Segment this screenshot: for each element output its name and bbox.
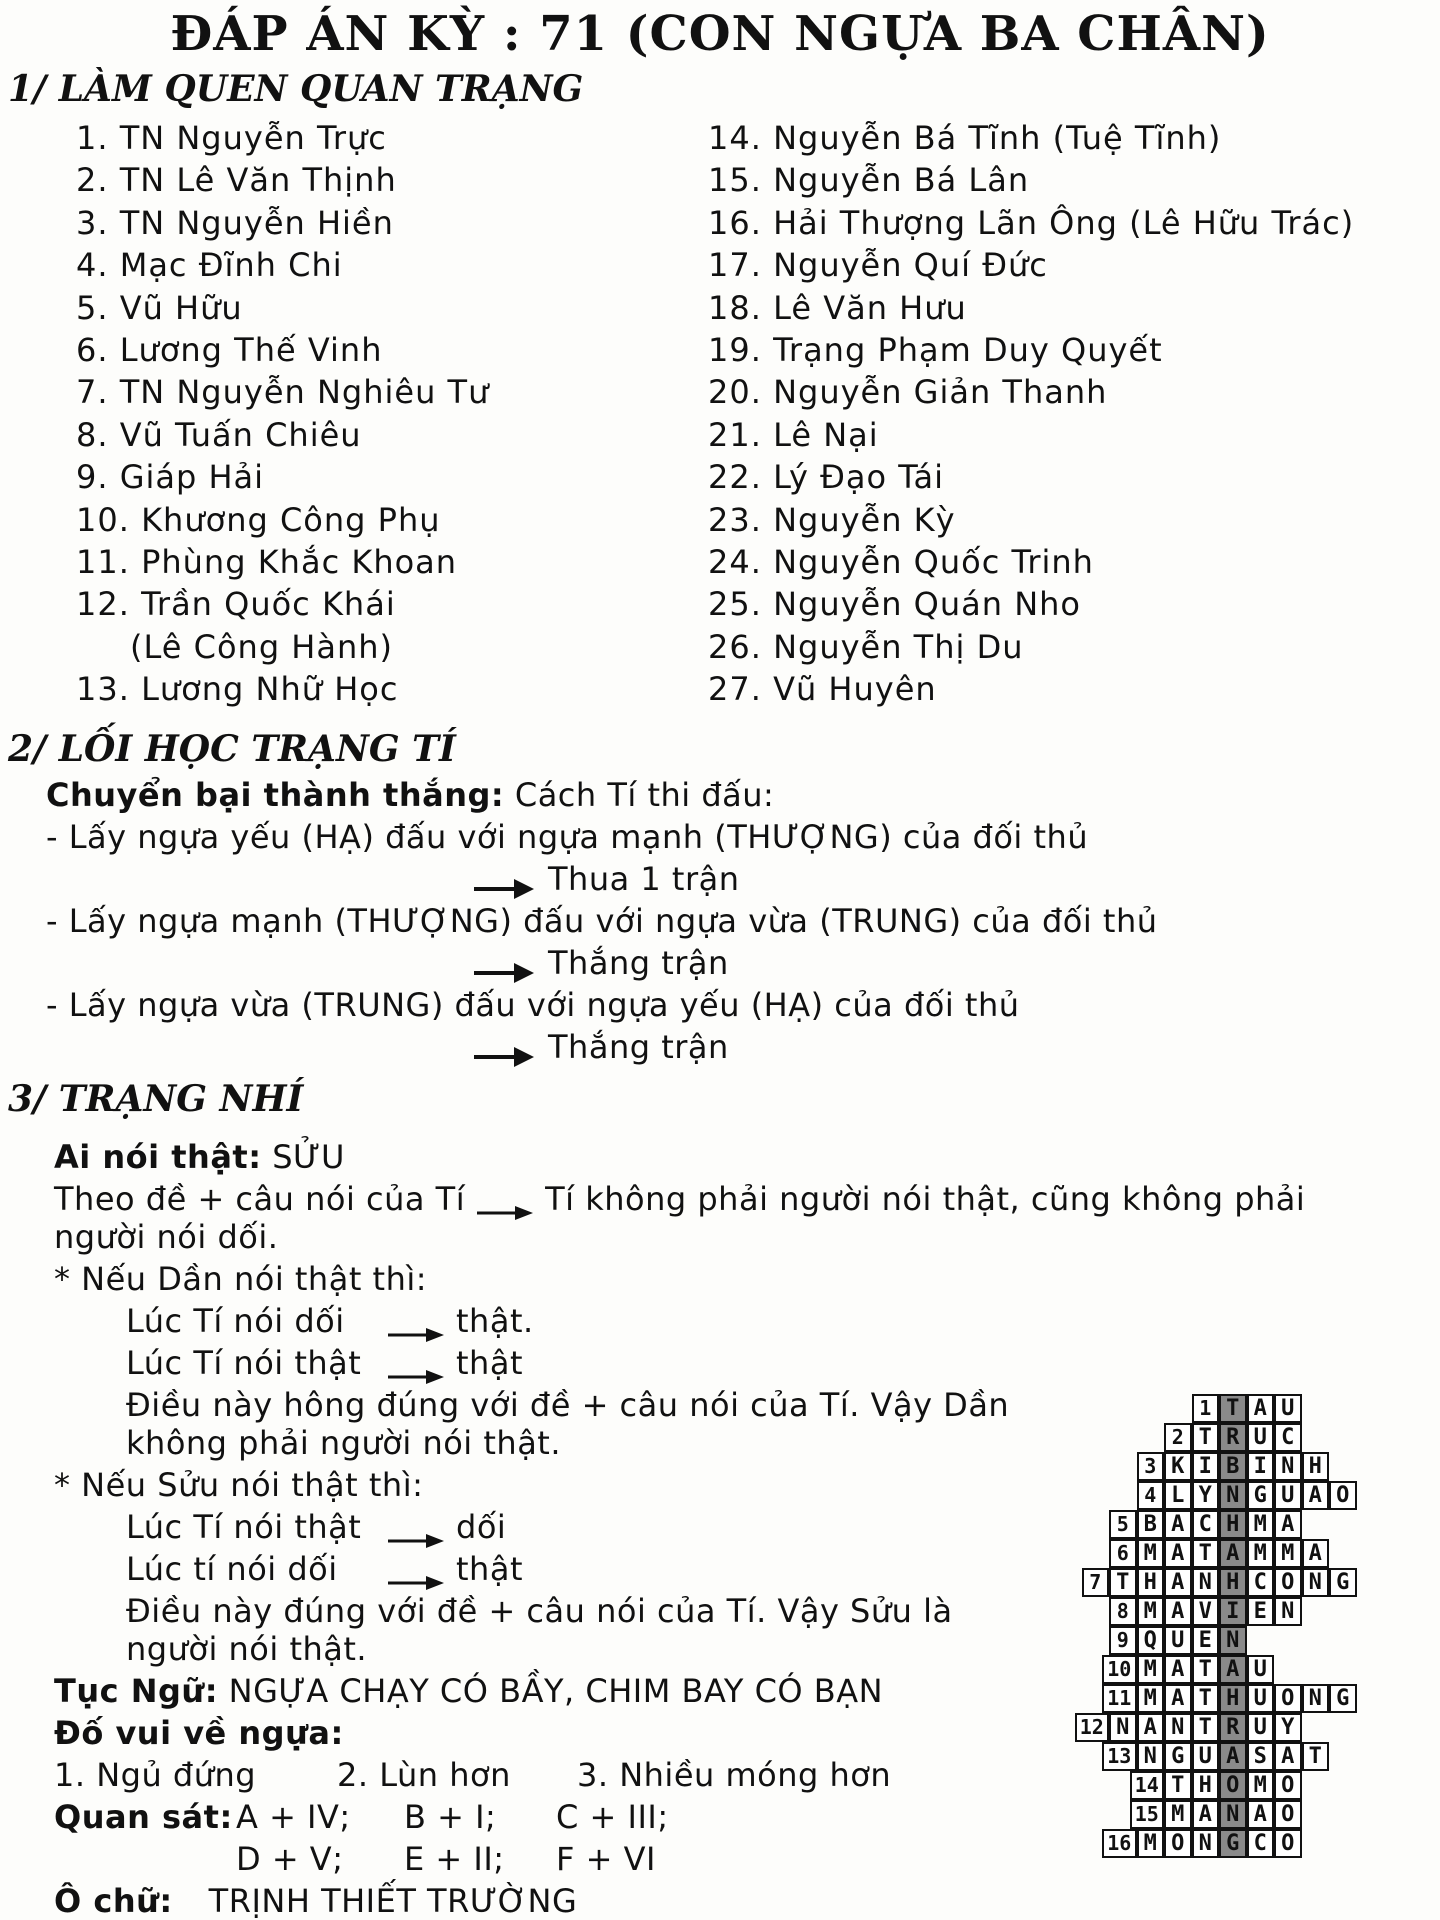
- crossword-key-cell: A: [1219, 1742, 1247, 1771]
- crossword-cell: M: [1137, 1597, 1165, 1626]
- crossword-cell: T: [1192, 1423, 1220, 1452]
- crossword-cell: M: [1137, 1655, 1165, 1684]
- crossword-clue-number: 6: [1109, 1539, 1137, 1568]
- crossword-clue-number: 15: [1130, 1800, 1164, 1829]
- crossword-key-cell: N: [1219, 1481, 1247, 1510]
- crossword-key-cell: A: [1219, 1655, 1247, 1684]
- crossword-cell: N: [1274, 1597, 1302, 1626]
- crossword-key-cell: H: [1219, 1568, 1247, 1597]
- section-2-heading: 2/ LỐI HỌC TRẠNG TÍ: [8, 728, 456, 770]
- crossword-cell: G: [1164, 1742, 1192, 1771]
- crossword-cell: O: [1274, 1800, 1302, 1829]
- crossword-cell: N: [1274, 1452, 1302, 1481]
- section-1-heading: 1/ LÀM QUEN QUAN TRẠNG: [8, 68, 584, 110]
- crossword-cell: H: [1192, 1771, 1220, 1800]
- crossword-cell: O: [1164, 1829, 1192, 1858]
- crossword-cell: N: [1192, 1568, 1220, 1597]
- crossword-key-cell: O: [1219, 1771, 1247, 1800]
- list-item: 20. Nguyễn Giản Thanh: [708, 373, 1108, 412]
- crossword-cell: A: [1192, 1800, 1220, 1829]
- crossword-cell: M: [1137, 1684, 1165, 1713]
- crossword-cell: I: [1247, 1452, 1275, 1481]
- ai-noi-that: Ai nói thật: SỬU: [54, 1138, 345, 1176]
- crossword-cell: A: [1302, 1539, 1330, 1568]
- crossword-cell: O: [1274, 1568, 1302, 1597]
- list-item: 23. Nguyễn Kỳ: [708, 500, 956, 539]
- list-item: 13. Lương Nhữ Học: [76, 670, 399, 709]
- list-item: (Lê Công Hành): [130, 627, 394, 666]
- crossword-cell: C: [1247, 1568, 1275, 1597]
- crossword-key-cell: T: [1219, 1394, 1247, 1423]
- suu-conclusion-2: người nói thật.: [126, 1630, 368, 1668]
- crossword-clue-number: 7: [1082, 1568, 1110, 1597]
- crossword-clue-number: 9: [1109, 1626, 1137, 1655]
- theo-de-line: Theo đề + câu nói của Tí Tí không phải người nói thật, cũng không phải: [54, 1180, 1306, 1218]
- crossword-cell: U: [1247, 1684, 1275, 1713]
- crossword-cell: M: [1137, 1829, 1165, 1858]
- section-3-heading: 3/ TRẠNG NHÍ: [8, 1078, 304, 1120]
- crossword-cell: T: [1192, 1539, 1220, 1568]
- crossword-cell: M: [1274, 1539, 1302, 1568]
- crossword-key-cell: G: [1219, 1829, 1247, 1858]
- crossword-cell: A: [1164, 1597, 1192, 1626]
- quan-trang-list-right: [708, 117, 1354, 711]
- crossword-cell: M: [1164, 1800, 1192, 1829]
- crossword-cell: O: [1274, 1829, 1302, 1858]
- do-vui-heading: Đố vui về ngựa:: [54, 1714, 344, 1752]
- list-item: 24. Nguyễn Quốc Trinh: [708, 543, 1094, 582]
- crossword-key-cell: H: [1219, 1684, 1247, 1713]
- list-item: 10. Khương Công Phụ: [76, 500, 441, 539]
- quan-trang-list-left: [76, 117, 489, 711]
- arrow-right-icon: [474, 870, 534, 892]
- crossword-clue-number: 13: [1102, 1742, 1136, 1771]
- crossword-cell: M: [1247, 1771, 1275, 1800]
- crossword-cell: K: [1164, 1452, 1192, 1481]
- crossword-cell: U: [1274, 1481, 1302, 1510]
- list-item: 7. TN Nguyễn Nghiêu Tư: [76, 373, 490, 412]
- list-item: 21. Lê Nại: [708, 415, 879, 454]
- crossword-clue-number: 4: [1137, 1481, 1165, 1510]
- crossword-clue-number: 14: [1130, 1771, 1164, 1800]
- crossword-cell: A: [1302, 1481, 1330, 1510]
- o-chu: Ô chữ: TRỊNH THIẾT TRƯỜNG: [54, 1882, 578, 1920]
- crossword-cell: S: [1247, 1742, 1275, 1771]
- crossword-cell: Y: [1192, 1481, 1220, 1510]
- crossword-cell: U: [1247, 1655, 1275, 1684]
- crossword-clue-number: 5: [1109, 1510, 1137, 1539]
- crossword-cell: O: [1274, 1684, 1302, 1713]
- crossword-cell: A: [1164, 1568, 1192, 1597]
- crossword-cell: G: [1329, 1684, 1357, 1713]
- dan-conclusion-1: Điều này hông đúng với đề + câu nói của Tí. Vậy Dần: [126, 1386, 1010, 1424]
- crossword-cell: T: [1302, 1742, 1330, 1771]
- crossword-clue-number: 8: [1109, 1597, 1137, 1626]
- list-item: 17. Nguyễn Quí Đức: [708, 246, 1048, 285]
- crossword-cell: T: [1192, 1684, 1220, 1713]
- list-item: 25. Nguyễn Quán Nho: [708, 585, 1081, 624]
- crossword-cell: C: [1274, 1423, 1302, 1452]
- crossword-cell: N: [1302, 1684, 1330, 1713]
- crossword-key-cell: N: [1219, 1800, 1247, 1829]
- arrow-right-icon: [388, 1314, 444, 1332]
- strategy-line-3: - Lấy ngựa vừa (TRUNG) đấu với ngựa yếu (HẠ) của đối thủ: [46, 986, 1020, 1024]
- strategy-result-3: Thắng trận: [474, 1028, 729, 1066]
- crossword-cell: A: [1274, 1510, 1302, 1539]
- crossword-key-cell: R: [1219, 1423, 1247, 1452]
- crossword-cell: A: [1164, 1539, 1192, 1568]
- crossword-cell: B: [1137, 1510, 1165, 1539]
- crossword-key-cell: A: [1219, 1539, 1247, 1568]
- crossword-cell: M: [1247, 1510, 1275, 1539]
- crossword-cell: E: [1192, 1626, 1220, 1655]
- crossword-cell: M: [1137, 1539, 1165, 1568]
- list-item: 27. Vũ Huyên: [708, 670, 937, 709]
- arrow-right-icon: [474, 954, 534, 976]
- crossword-cell: Q: [1137, 1626, 1165, 1655]
- strategy-intro: [46, 776, 774, 814]
- list-item: 26. Nguyễn Thị Du: [708, 627, 1024, 666]
- crossword-cell: U: [1164, 1626, 1192, 1655]
- crossword-clue-number: 3: [1137, 1452, 1165, 1481]
- strategy-label: Chuyển bại thành thắng:: [46, 776, 505, 814]
- dan-heading: * Nếu Dần nói thật thì:: [54, 1260, 428, 1298]
- crossword-cell: T: [1192, 1655, 1220, 1684]
- crossword-cell: T: [1164, 1771, 1192, 1800]
- suu-conclusion-1: Điều này đúng với đề + câu nói của Tí. Vậy Sửu là: [126, 1592, 953, 1630]
- list-item: 14. Nguyễn Bá Tĩnh (Tuệ Tĩnh): [708, 119, 1222, 157]
- crossword-cell: L: [1164, 1481, 1192, 1510]
- page-title: ĐÁP ÁN KỲ : 71 (CON NGỰA BA CHÂN): [170, 6, 1270, 62]
- dan-case-2: Lúc Tí nói thật thật: [126, 1344, 523, 1382]
- arrow-right-icon: [388, 1520, 444, 1538]
- dan-case-1: Lúc Tí nói dối thật.: [126, 1302, 534, 1340]
- crossword-cell: O: [1274, 1771, 1302, 1800]
- strategy-result-2: Thắng trận: [474, 944, 729, 982]
- suu-heading: * Nếu Sửu nói thật thì:: [54, 1466, 424, 1504]
- list-item: 4. Mạc Đĩnh Chi: [76, 246, 343, 285]
- crossword-clue-number: 11: [1102, 1684, 1136, 1713]
- crossword-cell: C: [1192, 1510, 1220, 1539]
- crossword-cell: A: [1164, 1510, 1192, 1539]
- quan-sat-1: Quan sát: A + IV; B + I; C + III;: [54, 1798, 669, 1836]
- crossword-clue-number: 10: [1102, 1655, 1136, 1684]
- crossword-cell: A: [1164, 1684, 1192, 1713]
- list-item: 1. TN Nguyễn Trực: [76, 119, 387, 157]
- crossword-cell: U: [1274, 1394, 1302, 1423]
- strategy-line-1: - Lấy ngựa yếu (HẠ) đấu với ngựa mạnh (THƯỢNG) của đối thủ: [46, 818, 1089, 856]
- list-item: 15. Nguyễn Bá Lân: [708, 161, 1030, 200]
- list-item: 12. Trần Quốc Khái: [76, 585, 396, 624]
- strategy-result-1: Thua 1 trận: [474, 860, 740, 898]
- dan-conclusion-2: không phải người nói thật.: [126, 1424, 562, 1462]
- crossword-cell: M: [1247, 1539, 1275, 1568]
- crossword-cell: E: [1247, 1597, 1275, 1626]
- crossword-cell: Y: [1274, 1713, 1302, 1742]
- crossword-cell: G: [1329, 1568, 1357, 1597]
- theo-de-line-2: người nói dối.: [54, 1218, 279, 1256]
- list-item: 22. Lý Đạo Tái: [708, 458, 944, 497]
- list-item: 19. Trạng Phạm Duy Quyết: [708, 331, 1163, 370]
- crossword-cell: C: [1247, 1829, 1275, 1858]
- crossword-key-cell: B: [1219, 1452, 1247, 1481]
- list-item: 9. Giáp Hải: [76, 458, 265, 497]
- list-item: 18. Lê Văn Hưu: [708, 288, 967, 327]
- crossword-cell: N: [1302, 1568, 1330, 1597]
- crossword-cell: A: [1274, 1742, 1302, 1771]
- crossword-cell: A: [1164, 1655, 1192, 1684]
- crossword-cell: V: [1192, 1597, 1220, 1626]
- crossword-cell: I: [1192, 1452, 1220, 1481]
- arrow-right-icon: [388, 1562, 444, 1580]
- quan-sat-2: D + V; E + II; F + VI: [236, 1840, 656, 1878]
- crossword-cell: U: [1247, 1713, 1275, 1742]
- crossword-cell: T: [1192, 1713, 1220, 1742]
- crossword-key-cell: N: [1219, 1626, 1247, 1655]
- crossword-cell: H: [1137, 1568, 1165, 1597]
- arrow-right-icon: [477, 1192, 533, 1210]
- crossword-cell: U: [1192, 1742, 1220, 1771]
- suu-case-2: Lúc tí nói dối thật: [126, 1550, 523, 1588]
- crossword-cell: T: [1109, 1568, 1137, 1597]
- crossword-clue-number: 2: [1164, 1423, 1192, 1452]
- crossword-cell: H: [1302, 1452, 1330, 1481]
- strategy-intro-text: Cách Tí thi đấu:: [504, 776, 775, 814]
- do-vui-answers: 1. Ngủ đứng 2. Lùn hơn 3. Nhiều móng hơn: [54, 1756, 892, 1794]
- crossword-cell: G: [1247, 1481, 1275, 1510]
- crossword-cell: A: [1247, 1800, 1275, 1829]
- list-item: 16. Hải Thượng Lãn Ông (Lê Hữu Trác): [708, 203, 1355, 242]
- crossword-cell: N: [1192, 1829, 1220, 1858]
- list-item: 3. TN Nguyễn Hiền: [76, 203, 394, 242]
- tuc-ngu: Tục Ngữ: NGỰA CHẠY CÓ BẦY, CHIM BAY CÓ BẠN: [54, 1672, 884, 1710]
- crossword-clue-number: 1: [1192, 1394, 1220, 1423]
- list-item: 5. Vũ Hữu: [76, 288, 243, 327]
- crossword-cell: A: [1137, 1713, 1165, 1742]
- list-item: 8. Vũ Tuấn Chiêu: [76, 415, 362, 454]
- crossword-clue-number: 12: [1075, 1713, 1109, 1742]
- crossword-key-cell: I: [1219, 1597, 1247, 1626]
- crossword-clue-number: 16: [1102, 1829, 1136, 1858]
- crossword-cell: A: [1247, 1394, 1275, 1423]
- arrow-right-icon: [388, 1356, 444, 1374]
- arrow-right-icon: [474, 1038, 534, 1060]
- list-item: 11. Phùng Khắc Khoan: [76, 543, 458, 582]
- crossword-cell: N: [1137, 1742, 1165, 1771]
- crossword-key-cell: H: [1219, 1510, 1247, 1539]
- list-item: 6. Lương Thế Vinh: [76, 331, 383, 370]
- crossword-cell: N: [1164, 1713, 1192, 1742]
- strategy-line-2: - Lấy ngựa mạnh (THƯỢNG) đấu với ngựa vừa (TRUNG) của đối thủ: [46, 902, 1158, 940]
- list-item: 2. TN Lê Văn Thịnh: [76, 161, 397, 200]
- crossword-cell: N: [1109, 1713, 1137, 1742]
- suu-case-1: Lúc Tí nói thật dối: [126, 1508, 507, 1546]
- crossword-cell: O: [1329, 1481, 1357, 1510]
- crossword-key-cell: R: [1219, 1713, 1247, 1742]
- crossword-cell: U: [1247, 1423, 1275, 1452]
